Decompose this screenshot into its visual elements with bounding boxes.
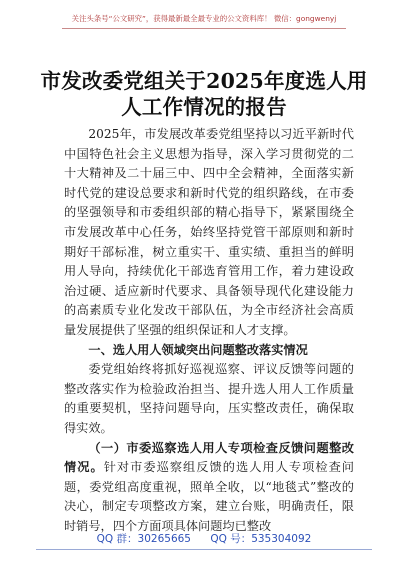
footer-qq-number: QQ 号：535304092 <box>210 533 312 545</box>
subsection-text: 针对市委巡察组反馈的选人用人专项检查问题，委党组高度重视，照单全收，以“地毯式”整改的决心，制定专项整改方案，建立台账，明确责任，限时销号，四个方面项具体问题均已整改 <box>64 460 354 533</box>
footer-qq-group: QQ 群：30265665 <box>96 533 191 545</box>
section-heading: 一、选人用人领域突出问题整改落实情况 <box>88 342 308 357</box>
subsection-paragraph <box>64 439 354 537</box>
banner-divider <box>62 28 346 29</box>
intro-paragraph: 2025年，市发展改革委党组坚持以习近平新时代中国特色社会主义思想为指导，深入学习贯彻党的二十大精神及二十届三中、四中全会精神，全面落实新时代党的建设总要求和新时代党的组织路线，在市委的坚强领导和市委组织部的精心指导下，紧紧围绕全市发展改革中心任务，始终坚持党管干部原则和新时期好干部标准，树立重实干、重实绩、重担当的鲜明用人导向，持续优化干部选育管用工作，着力建设政治过硬、适应新时代要求、具备领导现代化建设能力的高素质专业化发改干部队伍，为全市经济社会高质量发展提供了坚强的组织保证和人才支撑。 <box>64 127 354 337</box>
section-paragraph: 委党组始终将抓好巡视巡察、评议反馈等问题的整改落实作为检验政治担当、提升选人用人工作质量的重要契机，坚持问题导向，压实整改责任，确保取得实效。 <box>64 362 354 435</box>
document-body <box>64 125 354 536</box>
subsection-heading: （一）市委巡察选人用人专项检查反馈问题整改情况。 <box>64 440 354 475</box>
top-banner: 关注头条号“公文研究”，获得最新最全最专业的公文资料库！ 微信：gongwenyj <box>71 14 337 23</box>
document-title: 市发改委党组关于2025年度选人用人工作情况的报告 <box>40 69 368 119</box>
footer-contact <box>0 532 408 546</box>
footer-divider <box>36 549 372 550</box>
